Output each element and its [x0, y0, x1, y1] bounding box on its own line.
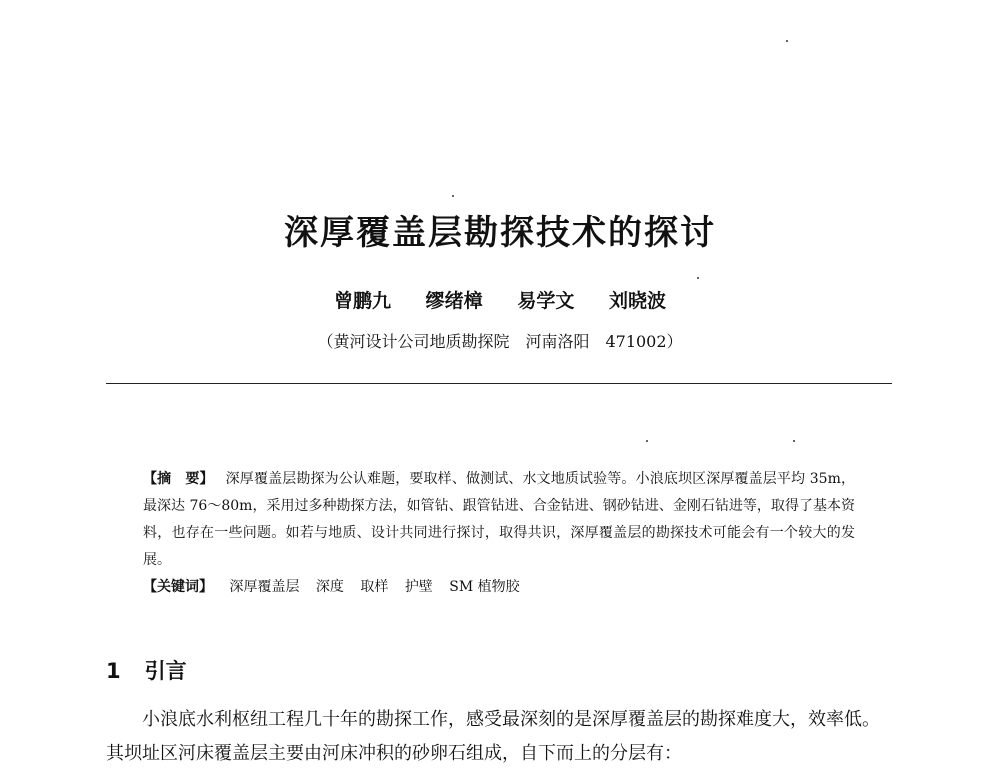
keyword: 护壁 — [404, 579, 433, 595]
scan-speck — [697, 277, 699, 279]
keyword: 取样 — [360, 579, 389, 595]
header-divider — [106, 383, 892, 384]
paper-title: 深厚覆盖层勘探技术的探讨 — [284, 213, 716, 253]
abstract-paragraph — [143, 466, 855, 574]
abstract-block — [143, 466, 855, 601]
scan-speck — [452, 195, 454, 197]
abstract-label: 【摘 要】 — [143, 471, 214, 487]
section-title: 引言 — [144, 659, 187, 683]
scan-speck — [646, 440, 648, 442]
keyword: SM 植物胶 — [449, 579, 520, 595]
body-paragraph: 小浪底水利枢纽工程几十年的勘探工作，感受最深刻的是深厚覆盖层的勘探难度大，效率低。其坝址区河床覆盖层主要由河床冲积的砂卵石组成，自下而上的分层有： — [106, 709, 880, 764]
keyword: 深厚覆盖层 — [229, 579, 300, 595]
section-number: 1 — [106, 659, 121, 683]
scan-speck — [793, 440, 795, 442]
section-heading — [106, 655, 187, 685]
author-name: 易学文 — [517, 290, 575, 312]
scan-speck — [786, 40, 788, 42]
keywords-line — [143, 574, 855, 601]
author-list — [0, 286, 1000, 313]
keywords-label: 【关键词】 — [143, 579, 213, 595]
author-name: 刘晓波 — [608, 290, 666, 312]
keyword: 深度 — [315, 579, 344, 595]
author-name: 缪绪樟 — [425, 290, 483, 312]
abstract-text: 深厚覆盖层勘探为公认难题，要取样、做测试、水文地质试验等。小浪底坝区深厚覆盖层平均 35m，最深达 76～80m，采用过多种勘探方法，如管钻、跟管钻进、合金钻进、钢砂钻进、金刚石钻进等，取得了基本资料，也存在一些问题。如若与地质、设计共同进行探讨，取得共识，深厚覆盖层的勘探技术可能会有一个较大的发展。 — [143, 471, 855, 568]
affiliation: （黄河设计公司地质勘探院 河南洛阳 471002） — [317, 332, 683, 351]
author-name: 曾鹏九 — [334, 290, 392, 312]
